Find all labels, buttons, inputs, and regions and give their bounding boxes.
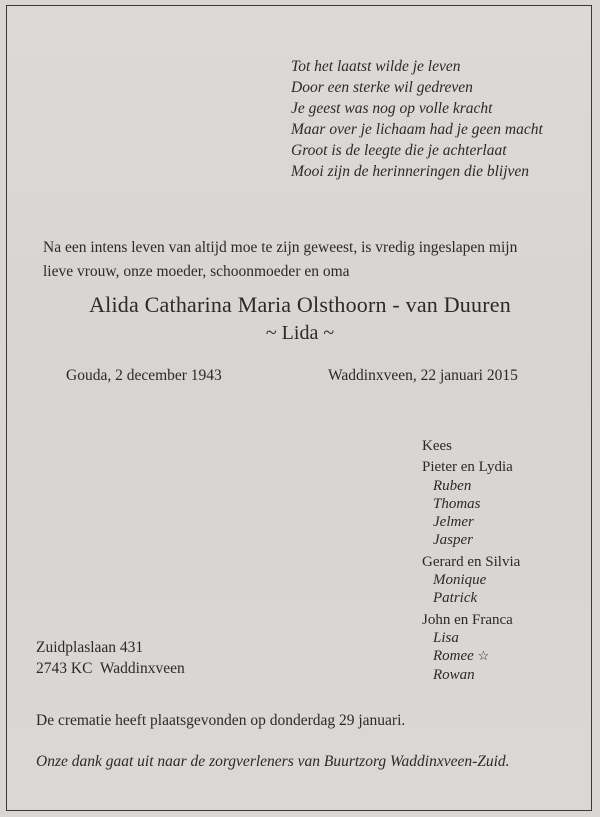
grandchild-name: Thomas — [433, 495, 481, 512]
poem-line: Mooi zijn de herinneringen die blijven — [291, 163, 530, 180]
poem-line: Maar over je lichaam had je geen macht — [291, 121, 543, 138]
grandchild-name: Patrick — [433, 590, 478, 607]
family-parents: John en Franca — [422, 611, 513, 628]
deceased-nickname: ~ Lida ~ — [265, 322, 335, 344]
cremation-notice: De crematie heeft plaatsgevonden op donderdag 29 januari. — [36, 712, 406, 729]
address-street: Zuidplaslaan 431 — [36, 639, 144, 656]
poem-line: Tot het laatst wilde je leven — [291, 58, 461, 75]
death-place-date: Waddinxveen, 22 januari 2015 — [328, 367, 518, 384]
announcement-line: lieve vrouw, onze moeder, schoonmoeder en oma — [43, 263, 350, 280]
poem-line: Groot is de leegte die je achterlaat — [291, 142, 507, 159]
birth-place-date: Gouda, 2 december 1943 — [66, 367, 222, 384]
grandchild-name-deceased — [422, 647, 520, 665]
announcement-text — [43, 236, 573, 284]
address — [36, 637, 185, 679]
obituary-card — [6, 5, 592, 811]
grandchild-name: Lisa — [433, 629, 459, 646]
announcement-line: Na een intens leven van altijd moe te zijn geweest, is vredig ingeslapen mijn — [43, 239, 518, 256]
grandchild-name: Rowan — [433, 666, 475, 683]
thanks-note: Onze dank gaat uit naar de zorgverleners van Buurtzorg Waddinxveen-Zuid. — [36, 753, 510, 770]
grandchild-name: Jelmer — [433, 514, 474, 531]
grandchild-name: Jasper — [433, 532, 473, 549]
poem — [291, 56, 543, 182]
poem-line: Door een sterke wil gedreven — [291, 79, 473, 96]
grandchild-name: Ruben — [433, 477, 472, 494]
grandchild-name: Monique — [433, 572, 487, 589]
star-icon: ☆ — [477, 648, 490, 664]
grandchild-name: Romee — [433, 648, 474, 665]
spouse-name: Kees — [422, 438, 452, 454]
deceased-name: Alida Catharina Maria Olsthoorn - van Duuren — [89, 292, 511, 317]
address-city: 2743 KC Waddinxveen — [36, 660, 185, 677]
family-parents: Pieter en Lydia — [422, 459, 513, 476]
family-list — [422, 437, 520, 684]
poem-line: Je geest was nog op volle kracht — [291, 100, 493, 117]
family-parents: Gerard en Silvia — [422, 553, 521, 570]
